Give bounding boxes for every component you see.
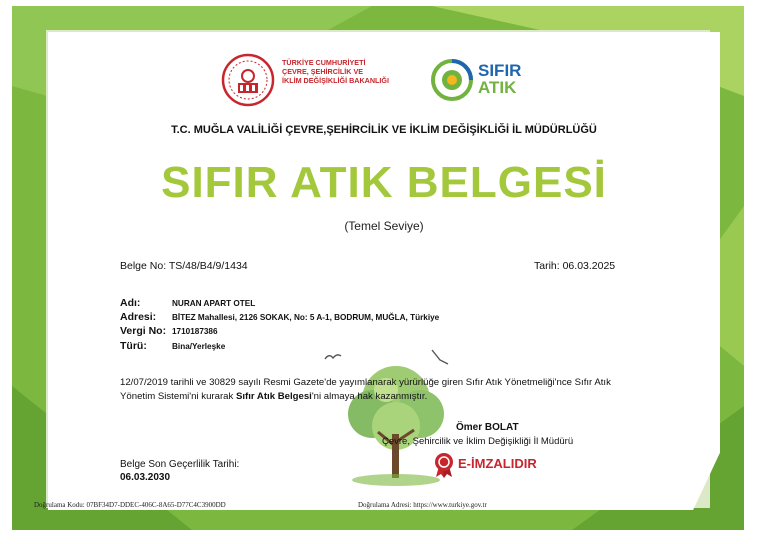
field-value-tax-no: 1710187386 <box>172 327 218 336</box>
ministry-line-1: TÜRKİYE CUMHURİYETİ <box>282 58 366 67</box>
field-value-name: NURAN APART OTEL <box>172 299 256 308</box>
field-label-tax-no: Vergi No: <box>120 325 167 337</box>
certificate-statement <box>120 376 640 404</box>
ribbon-badge-icon <box>432 452 456 478</box>
directorate-heading: T.C. MUĞLA VALİLİĞİ ÇEVRE,ŞEHİRCİLİK VE İKLİM DEĞİŞİKLİĞİ İL MÜDÜRLÜĞÜ <box>171 124 597 136</box>
validity-date: 06.03.2030 <box>120 472 171 483</box>
field-label-address: Adresi: <box>120 311 157 323</box>
verification-address: Doğrulama Adresi: https://www.turkiye.gov.tr <box>358 501 487 509</box>
ministry-line-2: ÇEVRE, ŞEHİRCİLİK VE <box>282 67 364 76</box>
verification-code: Doğrulama Kodu: 07BF34D7-DDEC-406C-8A65-D77C4C3900DD <box>34 501 226 509</box>
certificate-number: Belge No: TS/48/B4/9/1434 <box>120 260 248 272</box>
logo-word-sifir: SIFIR <box>478 61 522 80</box>
certificate-title: SIFIR ATIK BELGESİ <box>161 158 607 207</box>
e-signature-badge <box>432 452 562 478</box>
statement-part-1: 12/07/2019 tarihli ve 30829 sayılı Resmi Gazete'de yayımlanarak yürürlüğe giren Sıfır Atık Yönetmeliği'nce Sıfır Atık Yönetim Sistemi'ni kurarak <box>120 377 611 402</box>
statement-bold: Sıfır Atık Belgesi <box>235 391 312 402</box>
signatory-name: Ömer BOLAT <box>456 422 519 433</box>
certificate-date: Tarih: 06.03.2025 <box>534 260 616 272</box>
ministry-line-3: İKLİM DEĞİŞİKLİĞİ BAKANLIĞI <box>282 76 390 85</box>
signatory-title: Çevre, Şehircilik ve İklim Değişikliği İl Müdürü <box>382 436 574 447</box>
field-label-type: Türü: <box>120 340 147 352</box>
statement-part-2: 'ni almaya hak kazanmıştır. <box>311 391 428 402</box>
validity-label: Belge Son Geçerlilik Tarihi: <box>120 459 240 470</box>
ministry-logo <box>220 52 420 108</box>
field-value-address: BİTEZ Mahallesi, 2126 SOKAK, No: 5 A-1, BODRUM, MUĞLA, Türkiye <box>172 313 440 322</box>
logo-word-atik: ATIK <box>478 78 517 97</box>
sifir-atik-logo <box>430 58 540 106</box>
certificate-level: (Temel Seviye) <box>344 219 424 233</box>
field-value-type: Bina/Yerleşke <box>172 342 226 351</box>
e-signature-text: E-İMZALIDIR <box>458 456 537 471</box>
field-label-name: Adı: <box>120 297 141 309</box>
sifir-atik-logo-icon <box>430 58 474 102</box>
ministry-emblem-icon <box>220 52 276 108</box>
